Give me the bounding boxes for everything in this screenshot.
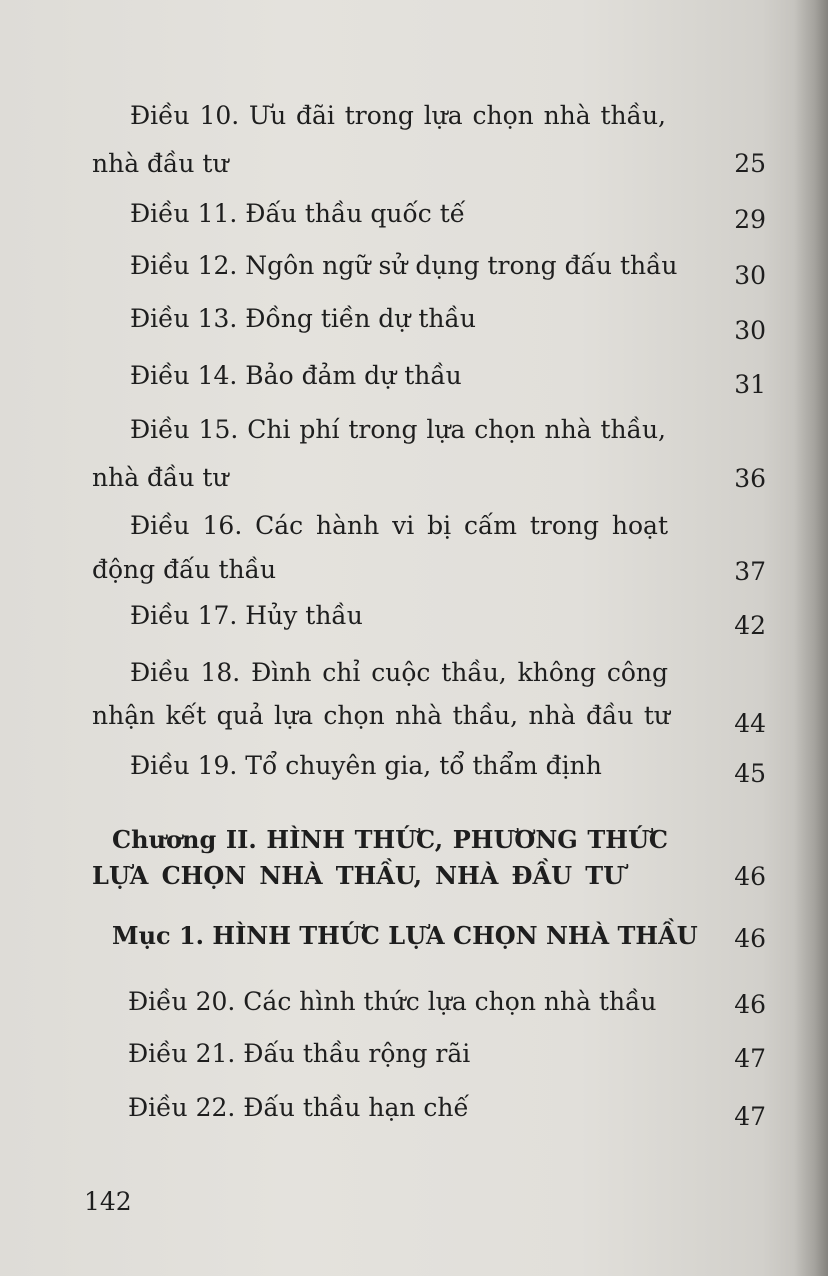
toc-entry-text: Điều 10. Ưu đãi trong lựa chọn nhà thầu,	[130, 101, 666, 130]
toc-entry-text: Điều 19. Tổ chuyên gia, tổ thẩm định	[130, 751, 602, 780]
toc-entry-text: Điều 18. Đình chỉ cuộc thầu, không công	[130, 658, 668, 687]
toc-chapter-heading: LỰA CHỌN NHÀ THẦU, NHÀ ĐẦU TƯ	[92, 861, 624, 890]
toc-page-number: 42	[734, 611, 766, 640]
toc-entry-text: Điều 22. Đấu thầu hạn chế	[128, 1093, 469, 1122]
toc-entry-text: Điều 11. Đấu thầu quốc tế	[130, 199, 466, 228]
toc-entry-text: Điều 15. Chi phí trong lựa chọn nhà thầu,	[130, 415, 666, 444]
toc-entry-text: Điều 21. Đấu thầu rộng rãi	[128, 1039, 471, 1068]
toc-page-number: 30	[734, 261, 766, 290]
toc-page-number: 37	[734, 557, 766, 586]
toc-page-number: 47	[734, 1044, 766, 1073]
toc-page-number: 46	[734, 924, 766, 953]
toc-entry-text: động đấu thầu	[92, 555, 277, 584]
toc-section-heading: Mục 1. HÌNH THỨC LỰA CHỌN NHÀ THẦU	[112, 921, 698, 950]
toc-entry-text: Điều 16. Các hành vi bị cấm trong hoạt	[130, 511, 668, 540]
toc-entry-text: Điều 13. Đồng tiền dự thầu	[130, 304, 476, 333]
toc-entry-text: Điều 14. Bảo đảm dự thầu	[130, 361, 462, 390]
page-edge-shadow	[794, 0, 828, 1276]
toc-entry-text: nhà đầu tư	[92, 149, 229, 178]
toc-page-number: 25	[734, 149, 766, 178]
toc-page-number: 29	[734, 205, 766, 234]
toc-chapter-heading: Chương II. HÌNH THỨC, PHƯƠNG THỨC	[112, 825, 668, 854]
toc-entry-text: Điều 17. Hủy thầu	[130, 601, 363, 630]
toc-entry-text: nhận kết quả lựa chọn nhà thầu, nhà đầu tư	[92, 701, 670, 730]
toc-entry-text: Điều 12. Ngôn ngữ sử dụng trong đấu thầu	[130, 251, 678, 280]
toc-entry-text: Điều 20. Các hình thức lựa chọn nhà thầu	[128, 987, 657, 1016]
toc-page-number: 47	[734, 1102, 766, 1131]
toc-page-number: 44	[734, 709, 766, 738]
toc-page-number: 46	[734, 862, 766, 891]
toc-entry-text: nhà đầu tư	[92, 463, 229, 492]
toc-page-number: 30	[734, 316, 766, 345]
toc-page-number: 31	[734, 370, 766, 399]
toc-page-number: 46	[734, 990, 766, 1019]
folio-page-number: 142	[84, 1187, 132, 1216]
toc-page-number: 45	[734, 759, 766, 788]
toc-page-number: 36	[734, 464, 766, 493]
